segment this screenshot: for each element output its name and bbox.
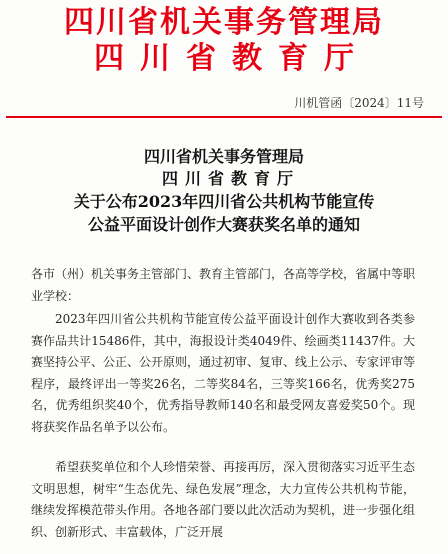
title-line-2: 四川省教育厅 bbox=[161, 169, 300, 188]
body-paragraph-1: 2023年四川省公共机构节能宣传公益平面设计创作大赛收到各类参赛作品共计15486件，其中，海报设计类4049件、绘画类11437件。大赛坚持公平、公正、公开原则，通过初审、复审、线上公示、专家评审等程序，最终评出一等奖26名，二等奖84名，三等奖166名，优秀奖275名，优秀组织奖40个，优秀指导教师140名和最受网友喜爱奖50个。现将获奖作品名单予以公布。 bbox=[31, 312, 416, 434]
document-number: 川机管函〔2024〕11号 bbox=[294, 96, 424, 110]
letterhead-issuer-2: 四川省教育厅 bbox=[94, 41, 370, 76]
letterhead-issuer-1: 四川省机关事务管理局 bbox=[64, 5, 384, 40]
title-line-3: 关于公布2023年四川省公共机构节能宣传 bbox=[73, 192, 375, 211]
letterhead-divider bbox=[6, 116, 442, 118]
body-paragraph-2: 希望获奖单位和个人珍惜荣誉、再接再厉，深入贯彻落实习近平生态文明思想，树牢“生态优先、绿色发展”理念，大力宣传公共机构节能，继续发挥模范带头作用。各地各部门要以此次活动为契机，进一步强化组织、创新形式、丰富载体，广泛开展 bbox=[31, 460, 416, 539]
salutation: 各市（州）机关事务主管部门、教育主管部门，各高等学校，省属中等职业学校： bbox=[31, 267, 416, 303]
title-line-1: 四川省机关事务管理局 bbox=[143, 147, 304, 166]
title-line-4: 公益平面设计创作大赛获奖名单的通知 bbox=[87, 215, 360, 234]
